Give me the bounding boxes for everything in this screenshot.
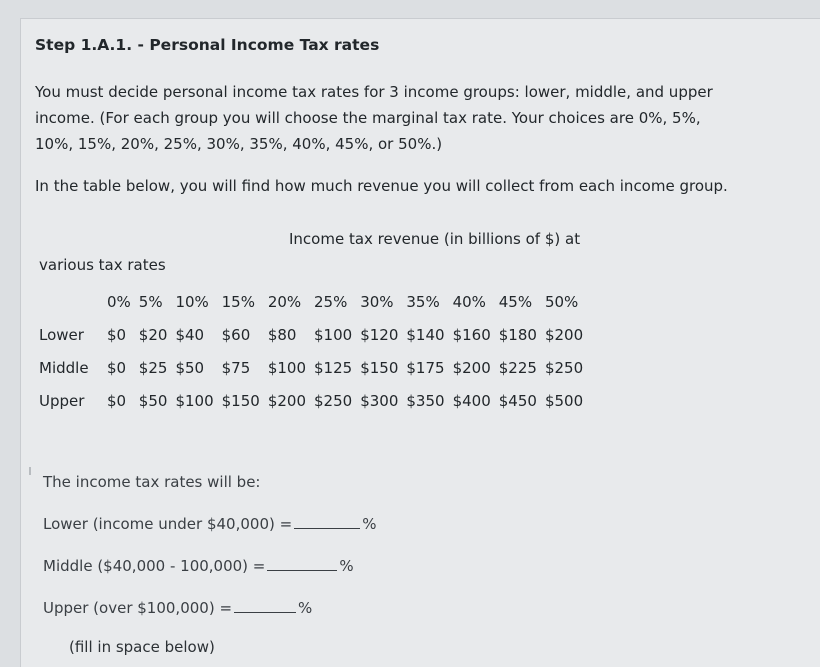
revenue-cell: $140	[406, 325, 445, 344]
step-title: Step 1.A.1. - Personal Income Tax rates	[35, 36, 380, 54]
row-label: Upper	[39, 391, 85, 410]
revenue-cell: $175	[406, 358, 445, 377]
revenue-cell: $40	[175, 325, 205, 344]
lower-answer-row	[43, 514, 376, 533]
rate-header: 20%	[267, 292, 302, 311]
corner-cell	[39, 285, 107, 318]
lower-rate-blank[interactable]	[294, 514, 360, 529]
revenue-cell: $80	[267, 325, 297, 344]
revenue-cell: $75	[221, 358, 251, 377]
revenue-cell: $350	[406, 391, 445, 410]
revenue-cell: $300	[360, 391, 399, 410]
revenue-cell: $150	[221, 391, 260, 410]
middle-rate-blank[interactable]	[267, 556, 337, 571]
rate-header: 50%	[544, 292, 579, 311]
rate-header: 25%	[314, 292, 348, 311]
fill-in-note: (fill in space below)	[69, 638, 215, 656]
revenue-cell: $125	[314, 358, 353, 377]
revenue-cell: $0	[107, 325, 127, 344]
upper-answer-label: Upper (over $100,000) =	[43, 599, 233, 617]
rate-header: 10%	[175, 292, 209, 311]
margin-tick	[29, 467, 31, 475]
revenue-cell: $50	[138, 391, 168, 410]
rate-header: 15%	[221, 292, 255, 311]
middle-answer-row	[43, 556, 354, 575]
revenue-cell: $200	[267, 391, 306, 410]
table-instruction: In the table below, you will find how much revenue you will collect from each income group.	[35, 177, 728, 195]
revenue-cell: $100	[267, 358, 306, 377]
revenue-cell: $50	[175, 358, 205, 377]
revenue-cell: $100	[175, 391, 214, 410]
rate-header: 30%	[360, 292, 394, 311]
lower-answer-label: Lower (income under $40,000) =	[43, 515, 293, 533]
revenue-cell: $200	[452, 358, 491, 377]
revenue-cell: $0	[107, 358, 127, 377]
intro-line-2: income. (For each group you will choose the marginal tax rate. Your choices are 0%, 5%,	[35, 109, 701, 127]
revenue-cell: $450	[498, 391, 537, 410]
row-label: Middle	[39, 358, 89, 377]
upper-rate-blank[interactable]	[234, 598, 296, 613]
upper-answer-row	[43, 598, 312, 617]
revenue-cell: $0	[107, 391, 127, 410]
revenue-cell: $20	[138, 325, 168, 344]
revenue-table	[39, 285, 591, 417]
row-label: Lower	[39, 325, 84, 344]
table-row-lower	[39, 318, 591, 351]
revenue-cell: $60	[221, 325, 251, 344]
rate-header: 35%	[406, 292, 440, 311]
table-row-upper	[39, 384, 591, 417]
percent-sign: %	[339, 557, 354, 575]
intro-line-3: 10%, 15%, 20%, 25%, 30%, 35%, 40%, 45%, or 50%.)	[35, 135, 443, 153]
intro-line-1: You must decide personal income tax rates for 3 income groups: lower, middle, and upper	[35, 83, 713, 101]
answers-heading: The income tax rates will be:	[43, 473, 261, 491]
rate-header-row	[39, 285, 591, 318]
rate-header: 40%	[452, 292, 486, 311]
percent-sign: %	[362, 515, 377, 533]
revenue-cell: $500	[544, 391, 584, 410]
worksheet-page	[20, 18, 820, 667]
rate-header: 0%	[107, 292, 131, 311]
revenue-cell: $200	[544, 325, 584, 344]
revenue-cell: $250	[544, 358, 584, 377]
revenue-cell: $400	[452, 391, 491, 410]
revenue-cell: $250	[314, 391, 353, 410]
revenue-cell: $25	[138, 358, 168, 377]
revenue-cell: $150	[360, 358, 399, 377]
table-caption-line-1: Income tax revenue (in billions of $) at	[289, 230, 581, 248]
middle-answer-label: Middle ($40,000 - 100,000) =	[43, 557, 266, 575]
table-caption-line-2: various tax rates	[39, 256, 166, 274]
table-row-middle	[39, 351, 591, 384]
revenue-cell: $225	[498, 358, 537, 377]
intro-paragraph	[35, 79, 805, 157]
percent-sign: %	[298, 599, 313, 617]
revenue-cell: $100	[314, 325, 353, 344]
rate-header: 5%	[138, 292, 163, 311]
rate-header: 45%	[498, 292, 533, 311]
revenue-cell: $120	[360, 325, 399, 344]
revenue-cell: $180	[498, 325, 537, 344]
revenue-cell: $160	[452, 325, 491, 344]
